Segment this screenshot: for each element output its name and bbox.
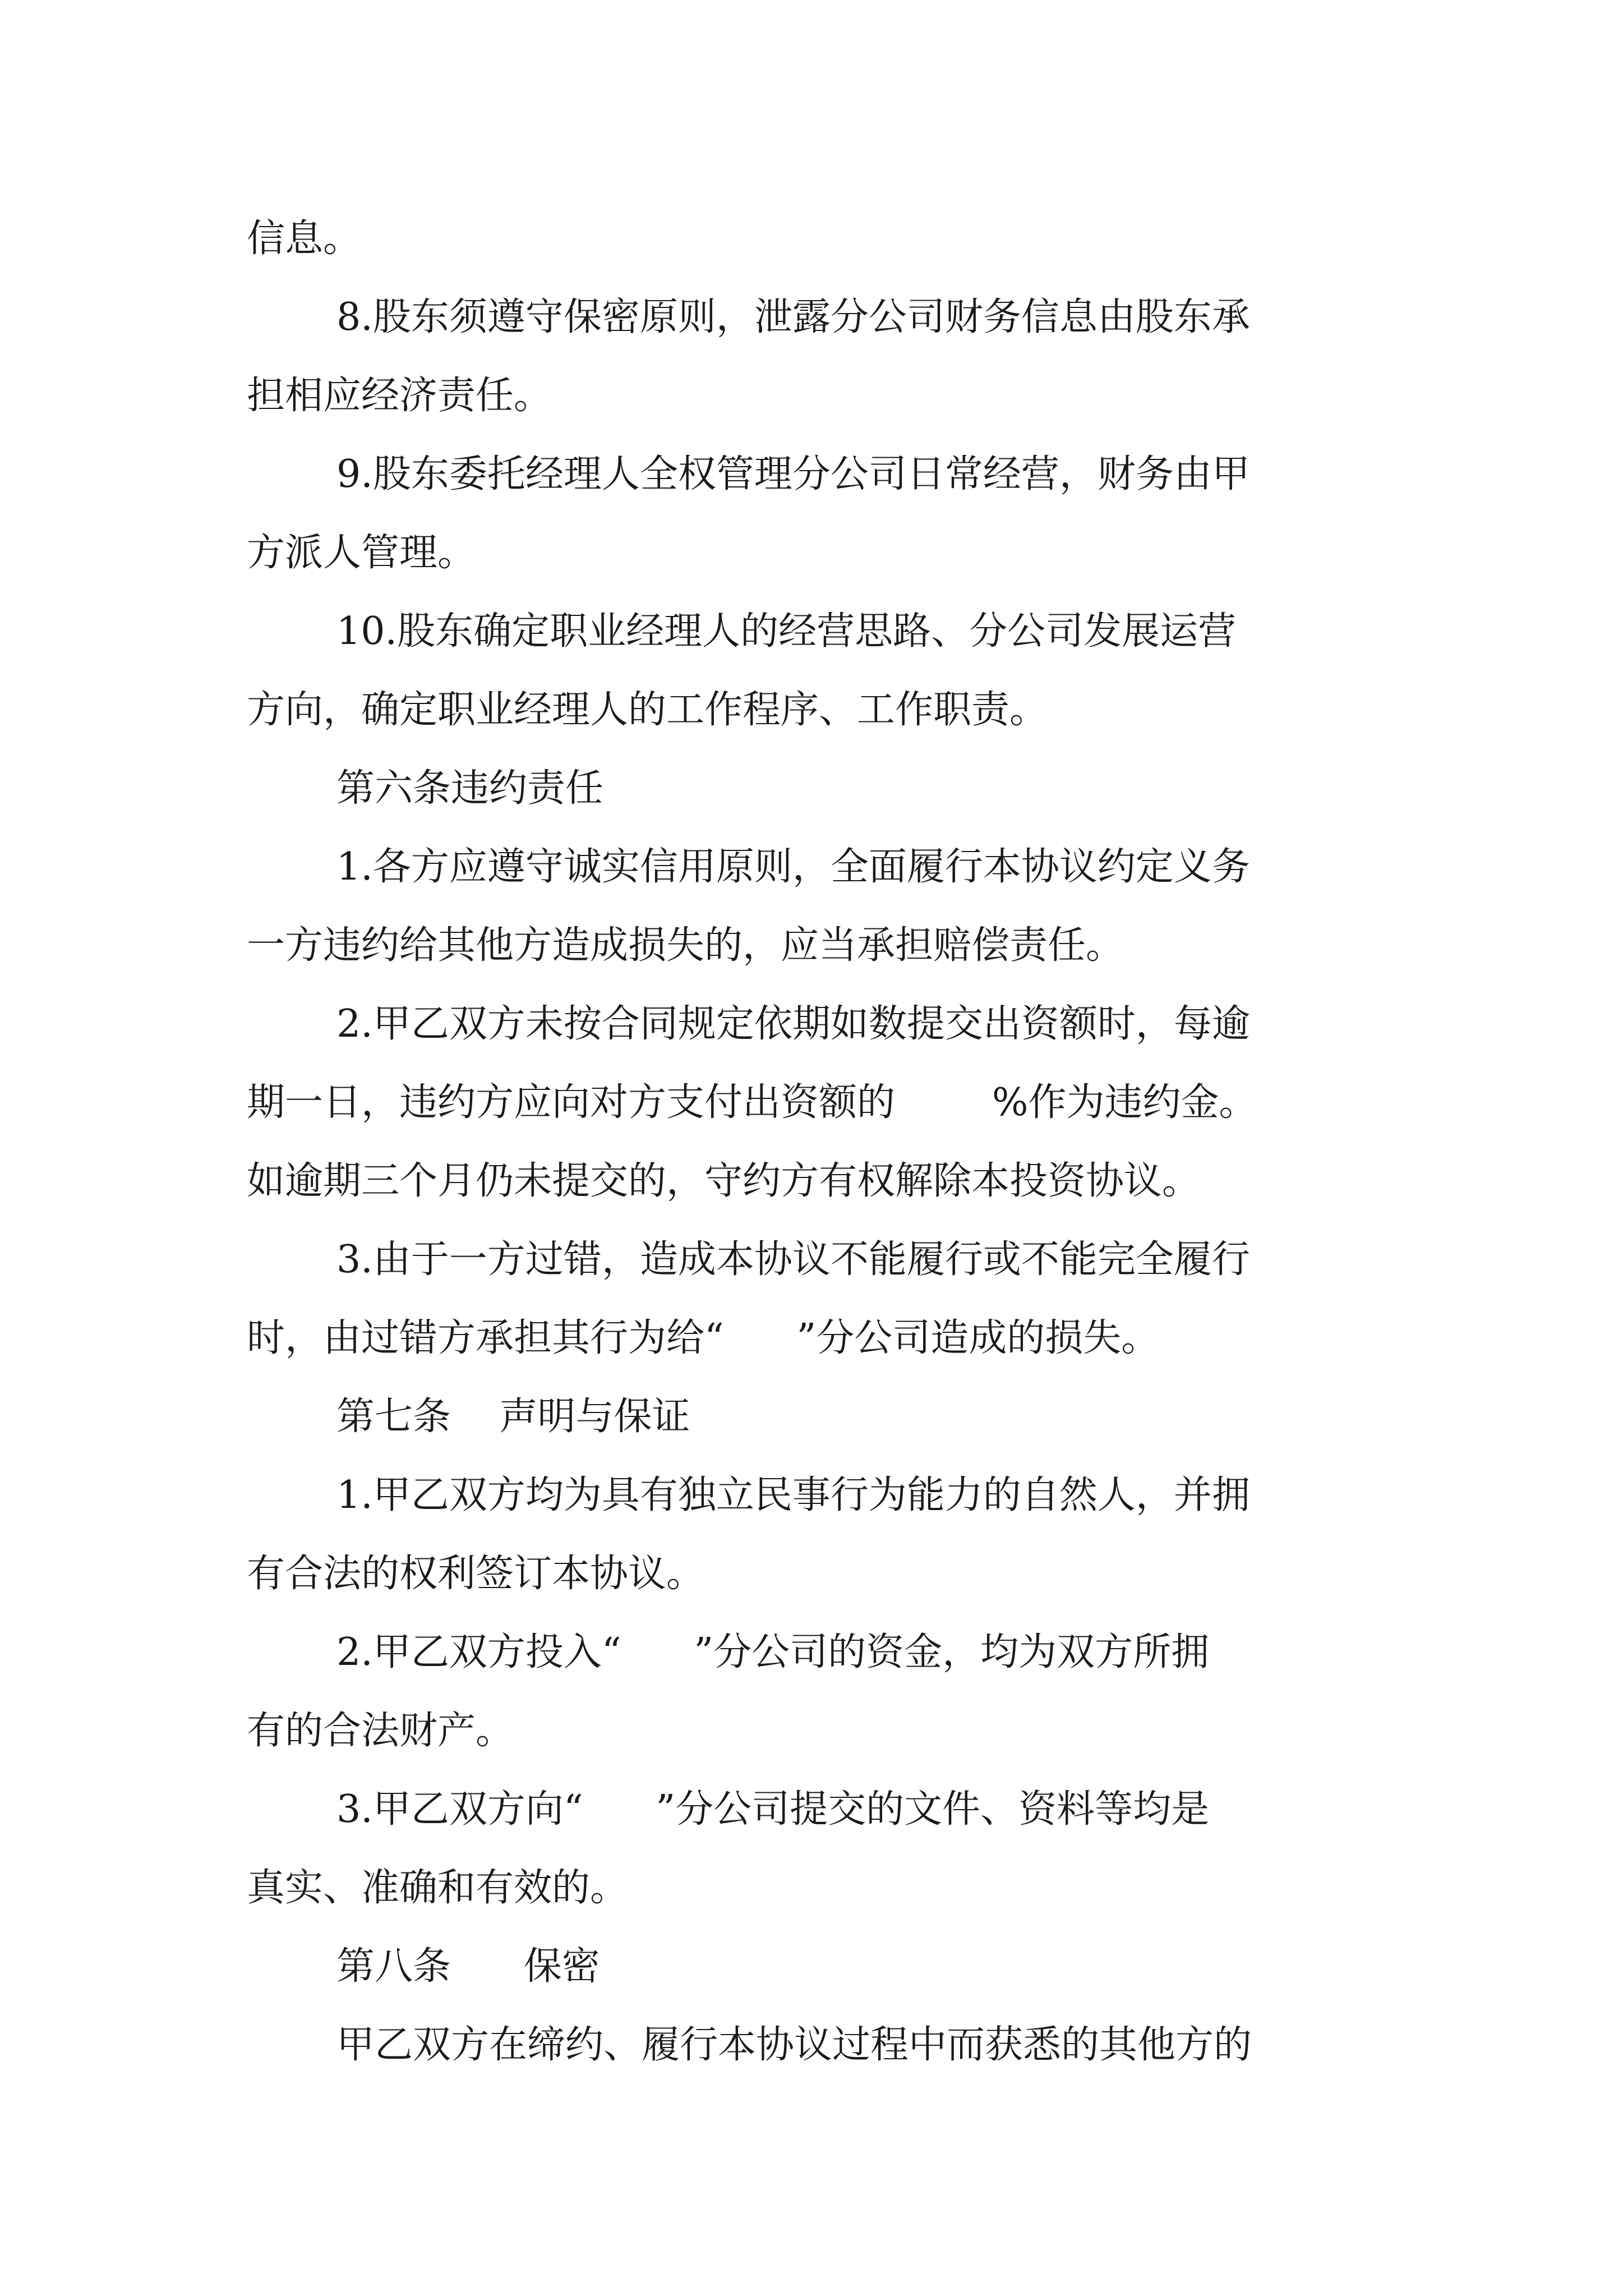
- text-line: 1.甲乙双方均为具有独立民事行为能力的自然人，并拥: [336, 1473, 1250, 1517]
- text-line: 方派人管理。: [247, 531, 476, 575]
- text-line: 3.由于一方过错，造成本协议不能履行或不能完全履行: [336, 1237, 1250, 1282]
- text-line: 3.甲乙双方向“ ”分公司提交的文件、资料等均是: [336, 1787, 1210, 1832]
- text-line: 期一日，违约方应向对方支付出资额的 %作为违约金。: [247, 1080, 1257, 1125]
- text-line: 10.股东确定职业经理人的经营思路、分公司发展运营: [336, 609, 1237, 654]
- text-line: 9.股东委托经理人全权管理分公司日常经营，财务由甲: [336, 452, 1250, 496]
- text-line: 真实、准确和有效的。: [247, 1866, 629, 1910]
- text-line: 甲乙双方在缔约、履行本协议过程中而获悉的其他方的: [336, 2023, 1252, 2067]
- text-line: 一方违约给其他方造成损失的，应当承担赔偿责任。: [247, 923, 1124, 968]
- section-heading: 第六条违约责任: [336, 766, 604, 811]
- text-line: 方向，确定职业经理人的工作程序、工作职责。: [247, 688, 1048, 732]
- text-line: 有合法的权利签订本协议。: [247, 1552, 705, 1596]
- text-line: 时，由过错方承担其行为给“ ”分公司造成的损失。: [247, 1316, 1160, 1360]
- text-line: 8.股东须遵守保密原则，泄露分公司财务信息由股东承: [336, 295, 1250, 339]
- text-line: 信息。: [247, 217, 362, 261]
- text-line: 2.甲乙双方未按合同规定依期如数提交出资额时，每逾: [336, 1002, 1250, 1046]
- text-line: 1.各方应遵守诚实信用原则，全面履行本协议约定义务: [336, 845, 1250, 889]
- text-line: 如逾期三个月仍未提交的，守约方有权解除本投资协议。: [247, 1159, 1201, 1203]
- section-heading: 第七条 声明与保证: [336, 1395, 690, 1439]
- text-line: 2.甲乙双方投入“ ”分公司的资金，均为双方所拥: [336, 1630, 1210, 1674]
- section-heading: 第八条 保密: [336, 1944, 600, 1989]
- text-line: 有的合法财产。: [247, 1709, 514, 1753]
- text-line: 担相应经济责任。: [247, 374, 552, 418]
